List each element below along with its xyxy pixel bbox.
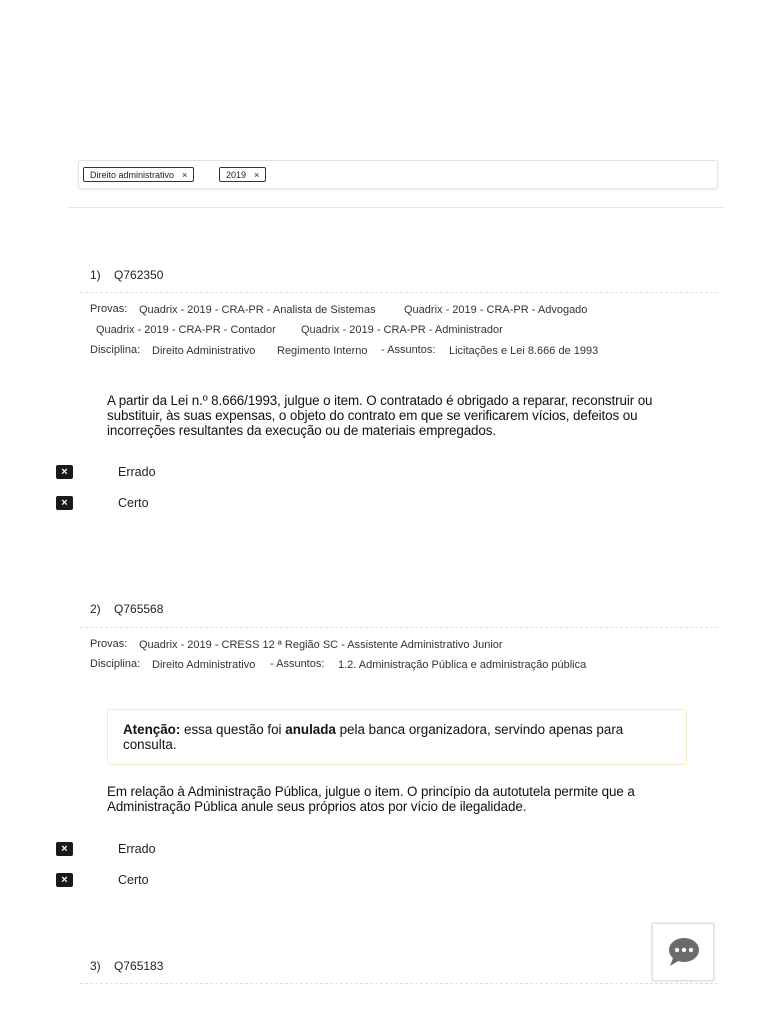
- question-header: [90, 268, 163, 282]
- prova-link[interactable]: Quadrix - 2019 - CRA-PR - Contador: [96, 324, 276, 336]
- remove-icon[interactable]: ×: [182, 170, 188, 180]
- filter-bar: [78, 160, 718, 189]
- option-label: Errado: [118, 842, 156, 856]
- divider: [80, 292, 718, 293]
- option-certo[interactable]: [56, 496, 256, 512]
- disciplina-link[interactable]: Direito Administrativo: [152, 659, 256, 671]
- assuntos-label: - Assuntos:: [381, 344, 436, 356]
- statement-line: A partir da Lei n.º 8.666/1993, julgue o item. O contratado é obrigado a reparar, reconstruir ou: [107, 393, 653, 408]
- divider: [68, 207, 724, 208]
- question-header: [90, 602, 163, 616]
- option-label: Errado: [118, 465, 156, 479]
- option-errado[interactable]: [56, 465, 256, 481]
- question-header: [90, 959, 163, 973]
- close-box-icon: ×: [56, 873, 73, 887]
- option-label: Certo: [118, 873, 149, 887]
- disciplina-extra-link[interactable]: Regimento Interno: [277, 345, 368, 357]
- filter-chip-label: 2019: [226, 170, 247, 180]
- assunto-link[interactable]: Licitações e Lei 8.666 de 1993: [449, 345, 599, 357]
- disciplina-label: Disciplina:: [90, 344, 141, 356]
- chat-bubble-icon: [667, 936, 701, 968]
- question-statement: [107, 393, 697, 438]
- prova-link[interactable]: Quadrix - 2019 - CRA-PR - Administrador: [301, 324, 503, 336]
- statement-line: incorreções resultantes da execução ou de materiais empregados.: [107, 423, 496, 438]
- filter-chip-direito-administrativo[interactable]: [83, 167, 194, 182]
- question-number: 2): [90, 602, 101, 616]
- provas-label: Provas:: [90, 303, 128, 315]
- prova-link[interactable]: Quadrix - 2019 - CRESS 12 ª Região SC - Assistente Administrativo Junior: [139, 639, 503, 651]
- prova-link[interactable]: Quadrix - 2019 - CRA-PR - Analista de Sistemas: [139, 304, 376, 316]
- option-errado[interactable]: [56, 842, 256, 858]
- filter-chip-label: Direito administrativo: [90, 170, 175, 180]
- alert-text: consulta.: [123, 737, 177, 752]
- disciplina-label: Disciplina:: [90, 658, 141, 670]
- filter-chip-2019[interactable]: [219, 167, 266, 182]
- question-statement: [107, 784, 697, 814]
- assunto-link[interactable]: 1.2. Administração Pública e administração pública: [338, 659, 587, 671]
- annulled-alert: [107, 709, 687, 765]
- provas-label: Provas:: [90, 638, 128, 650]
- alert-text: essa questão foi: [180, 722, 286, 737]
- alert-text: pela banca organizadora, servindo apenas para: [335, 722, 624, 737]
- close-box-icon: ×: [56, 842, 73, 856]
- question-number: 3): [90, 959, 101, 973]
- question-number: 1): [90, 268, 101, 282]
- question-id[interactable]: Q765568: [114, 602, 164, 616]
- option-label: Certo: [118, 496, 149, 510]
- divider: [80, 627, 718, 628]
- remove-icon[interactable]: ×: [254, 170, 260, 180]
- question-id[interactable]: Q765183: [114, 959, 164, 973]
- divider: [80, 983, 718, 984]
- statement-line: substituir, às suas expensas, o objeto do contrato em que se verificarem vícios, defeitos ou: [107, 408, 638, 423]
- prova-link[interactable]: Quadrix - 2019 - CRA-PR - Advogado: [404, 304, 588, 316]
- assuntos-label: - Assuntos:: [270, 658, 325, 670]
- disciplina-link[interactable]: Direito Administrativo: [152, 345, 256, 357]
- statement-line: Administração Pública anule seus próprios atos por vício de ilegalidade.: [107, 799, 527, 814]
- close-box-icon: ×: [56, 496, 73, 510]
- alert-strong: anulada: [285, 722, 336, 737]
- provas-line: [90, 303, 127, 315]
- alert-strong: Atenção:: [123, 722, 181, 737]
- option-certo[interactable]: [56, 873, 256, 889]
- chat-button[interactable]: [652, 923, 714, 981]
- question-id[interactable]: Q762350: [114, 268, 164, 282]
- statement-line: Em relação à Administração Pública, julgue o item. O princípio da autotutela permite que a: [107, 784, 635, 799]
- close-box-icon: ×: [56, 465, 73, 479]
